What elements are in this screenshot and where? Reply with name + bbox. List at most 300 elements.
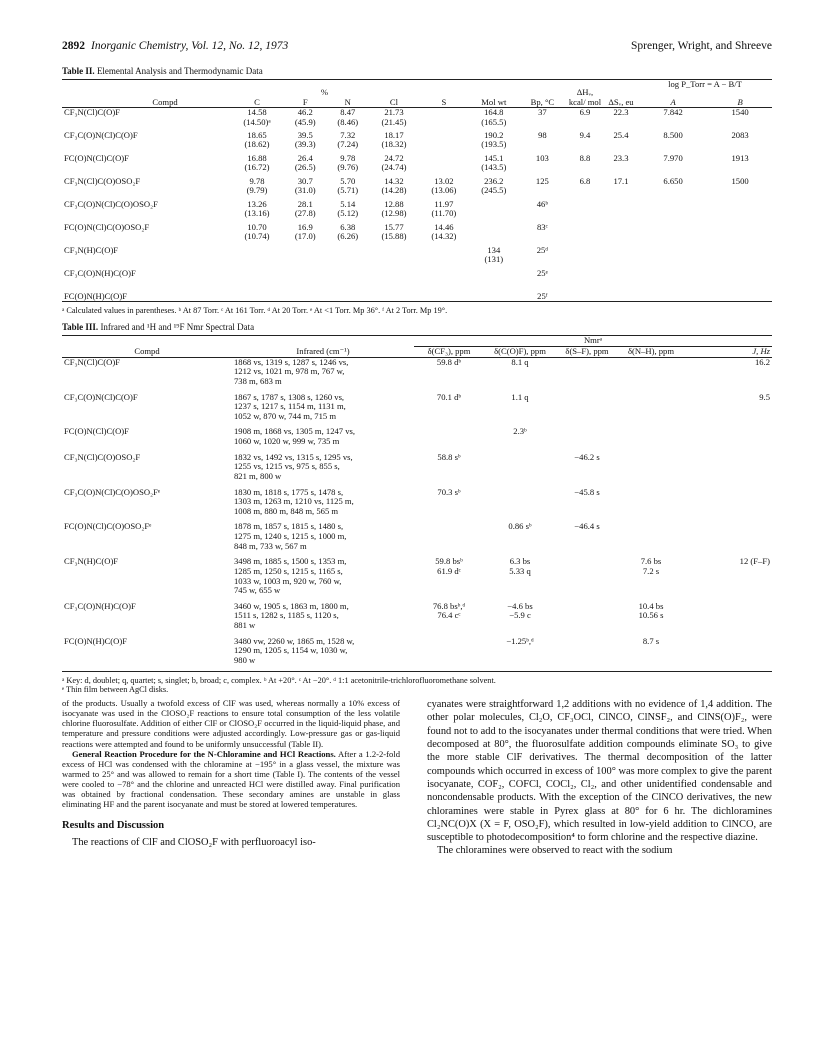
table3-value: 16.2: [754, 356, 770, 367]
table2-value: 13.26: [247, 198, 267, 209]
table2-value: 23.3: [613, 152, 629, 163]
table3-cell-ir: [232, 637, 414, 666]
table2-cell-a: [638, 154, 708, 177]
table3-cell-cof: [484, 557, 556, 596]
table2-caption: [62, 66, 772, 76]
table3-cell-cf3: [414, 427, 484, 446]
table2-cell-bp: [519, 223, 566, 246]
table3-cell-sf: [556, 393, 618, 422]
table2-cell-f: [284, 154, 327, 177]
table2-cell-b: [708, 131, 772, 154]
nmr-header: Nmrᵃ: [414, 336, 772, 347]
left-column: [62, 698, 400, 858]
table2-cell-ds: [604, 108, 638, 131]
j-header: J, Hz: [752, 346, 770, 356]
table2-cell-cl: [369, 269, 419, 292]
table2-cell-cl: [369, 108, 419, 131]
table2-cell-cl: [369, 292, 419, 302]
table2-calc-value: (26.5): [294, 162, 316, 173]
table3-cell-ir: [232, 602, 414, 631]
table2-cell-n: [327, 131, 370, 154]
table2-cell-mw: [469, 292, 519, 302]
table2-cell-compd: [62, 177, 230, 200]
table2-value: 22.3: [613, 107, 629, 118]
table2-calc-value: (245.5): [481, 185, 507, 196]
table2-cell-dh: [566, 177, 604, 200]
table3-value: 1060 w, 1020 w, 999 w, 735 m: [234, 436, 340, 446]
table3-value: 1908 m, 1868 vs, 1305 m, 1247 vs,: [234, 426, 356, 437]
table3-value: 2.3ᵇ: [513, 426, 527, 437]
left-paragraph-2: [62, 749, 400, 810]
table3-value: 1511 s, 1282 s, 1185 s, 1120 s,: [234, 610, 339, 621]
table3-value: 848 m, 733 w, 567 m: [234, 540, 307, 551]
table2-row: [62, 108, 772, 131]
header-authors: Sprenger, Wright, and Shreeve: [631, 40, 772, 52]
table2-calc-value: (24.74): [381, 162, 407, 173]
table2-cell-a: [638, 131, 708, 154]
table3-cell-j: [684, 393, 772, 422]
table2-cell-cl: [369, 223, 419, 246]
cof-header: δ(C(O)F), ppm: [494, 346, 546, 356]
table2-cell-a: [638, 292, 708, 302]
table2-cell-b: [708, 269, 772, 292]
table2-value: 14.46: [434, 221, 454, 232]
table2-cell-s: [419, 292, 469, 302]
table3-cell-cf3: [414, 488, 484, 517]
table2-cell-c: [230, 108, 284, 131]
table2-cell-mw: [469, 246, 519, 269]
journal-citation: Inorganic Chemistry, Vol. 12, No. 12, 1973: [91, 40, 289, 52]
table2-cell-c: [230, 200, 284, 223]
nh-header: δ(N–H), ppm: [627, 346, 675, 356]
table2-value: 39.5: [297, 129, 313, 140]
table3-cell-nh: [618, 557, 684, 596]
table3-value: 8.1 q: [511, 356, 529, 367]
table3-value: 6.3 bs: [509, 556, 531, 567]
ir-header: Infrared (cm⁻¹): [296, 346, 350, 356]
compd-header: Compd: [152, 96, 178, 107]
table2-cell-n: [327, 246, 370, 269]
table2-cell-s: [419, 246, 469, 269]
right-paragraph-2: The chloramines were observed to react with the sodium: [437, 845, 673, 857]
table2-cell-ds: [604, 269, 638, 292]
table2-cell-dh: [566, 292, 604, 302]
table2-value: FC(O)N(Cl)C(O)F: [64, 152, 129, 163]
table3-value: −46.2 s: [574, 451, 600, 462]
table3-cell-j: [684, 522, 772, 551]
table3-cell-ir: [232, 557, 414, 596]
table2-value: FC(O)N(H)C(O)F: [64, 290, 128, 301]
table3-cell-compd: FC(O)N(Cl)C(O)OSO₂Fᵉ: [64, 521, 152, 532]
table2-calc-value: (8.46): [337, 116, 359, 127]
table2-calc-value: (14.28): [381, 185, 407, 196]
table3-value: 61.9 dᶜ: [437, 565, 461, 576]
table2-cell-c: [230, 177, 284, 200]
table3-cell-compd: FC(O)N(Cl)C(O)F: [64, 426, 129, 437]
table2-calc-value: (16.72): [244, 162, 270, 173]
table2-cell-n: [327, 200, 370, 223]
table2-value: 30.7: [297, 175, 313, 186]
table3-value: 1008 m, 880 m, 848 m, 565 m: [234, 505, 339, 516]
table2-cell-compd: [62, 200, 230, 223]
table3-cell-nh: [618, 357, 684, 386]
table2-cell-b: [708, 154, 772, 177]
table2-cell-bp: [519, 246, 566, 269]
table2-cell-b: [708, 223, 772, 246]
table2-cell-ds: [604, 246, 638, 269]
table2-cell-ds: [604, 292, 638, 302]
table3-cell-j: [684, 637, 772, 666]
table2-cell-f: [284, 269, 327, 292]
table2-value: 18.65: [247, 129, 267, 140]
table3-value: 1237 s, 1217 s, 1154 m, 1131 m,: [234, 401, 346, 412]
table2-cell-c: [230, 292, 284, 302]
s-header: S: [441, 96, 447, 107]
t3-compd-header: Compd: [134, 346, 160, 356]
table3-footnote-2: ᵉ Thin film between AgCl disks.: [62, 685, 169, 694]
table3-value: 1275 m, 1240 s, 1215 s, 1000 m,: [234, 531, 347, 541]
table3-value: 70.1 dᵇ: [436, 391, 462, 402]
header-left: [62, 40, 288, 52]
table2-row: [62, 292, 772, 302]
logp-header: log P_Torr = A − B/T: [668, 79, 742, 89]
table2-value: 14.58: [247, 107, 267, 118]
table2-cell-f: [284, 108, 327, 131]
table2-cell-mw: [469, 223, 519, 246]
table3-cell-nh: [618, 393, 684, 422]
table3-cell-sf: [556, 602, 618, 631]
table2-cell-mw: [469, 131, 519, 154]
table3-cell-nh: [618, 453, 684, 482]
table2-cell-n: [327, 269, 370, 292]
dh-header: ΔHᵥ, kcal/ mol: [568, 87, 602, 107]
table3-value: 3480 vw, 2260 w, 1865 m, 1528 w,: [234, 635, 355, 646]
table3-cell-compd: CF₃N(Cl)C(O)OSO₂F: [64, 451, 141, 462]
table3-cell-cof: [484, 637, 556, 666]
table3-value: 3498 m, 1885 s, 1500 s, 1353 m,: [234, 556, 347, 567]
table3-value: 10.56 s: [638, 610, 664, 621]
table2: [62, 79, 772, 302]
table2-calc-value: (18.62): [244, 139, 270, 150]
n-header: N: [344, 96, 351, 107]
table2-value: 6.8: [579, 175, 591, 186]
table3-cell-ir: [232, 427, 414, 446]
table2-value: 12.88: [384, 198, 404, 209]
table2-value: 9.4: [579, 129, 591, 140]
table3-cell-cf3: [414, 357, 484, 386]
table3-value: 1212 vs, 1021 m, 978 m, 767 w,: [234, 366, 345, 377]
table3-cell-j: [684, 602, 772, 631]
table3-value: 7.6 bs: [640, 556, 662, 567]
table2-calc-value: (15.88): [381, 231, 407, 242]
table2-row: [62, 131, 772, 154]
table2-value: 83ᶜ: [536, 221, 548, 232]
table2-cell-b: [708, 200, 772, 223]
table3-value: −4.6 bs: [507, 600, 533, 611]
table3-cell-cof: [484, 427, 556, 446]
table3-cell-cof: [484, 602, 556, 631]
f-header: F: [302, 96, 308, 107]
cl-header: Cl: [389, 96, 399, 107]
procedure-heading: General Reaction Procedure for the N-Chloramine and HCl Reactions.: [72, 748, 336, 759]
table3-value: 10.4 bs: [638, 600, 664, 611]
table2-cell-dh: [566, 154, 604, 177]
table2-cell-compd: [62, 269, 230, 292]
table2-cell-dh: [566, 246, 604, 269]
table3-cell-sf: [556, 427, 618, 446]
table2-calc-value: (18.32): [381, 139, 407, 150]
table3-value: 76.8 bsᵇ,ᵈ: [432, 600, 466, 611]
table2-value: 46ᵇ: [536, 198, 548, 209]
table2-cell-a: [638, 269, 708, 292]
c-header: C: [254, 96, 260, 107]
table2-value: 5.70: [340, 175, 356, 186]
table2-cell-ds: [604, 223, 638, 246]
table3-cell-nh: [618, 427, 684, 446]
table2-cell-compd: [62, 131, 230, 154]
table3-cell-cof: [484, 488, 556, 517]
table2-cell-dh: [566, 200, 604, 223]
table3-row: [62, 637, 772, 666]
table2-calc-value: (143.5): [481, 162, 507, 173]
table2-calc-value: (131): [484, 254, 504, 265]
table3-value: 76.4 cᶜ: [437, 610, 461, 621]
table2-value: 6.38: [340, 221, 356, 232]
table2-row: [62, 154, 772, 177]
table3-value: 1255 vs, 1215 vs, 975 s, 855 s,: [234, 461, 340, 472]
table2-row: [62, 269, 772, 292]
table3-value: 980 w: [234, 654, 256, 665]
table3-value: 881 w: [234, 620, 256, 630]
table2-calc-value: (5.71): [337, 185, 359, 196]
table3-cell-sf: [556, 453, 618, 482]
table2-cell-f: [284, 223, 327, 246]
procedure-text: After a 1.2-2-fold excess of HCl was condensed with the chloramine at −195° in a glass vessel, the mixture was warmed to 25° and was allowed to remain for a short time (Table I). The contents of the vessel were cooled to −78° and the chlorine and unreacted HCl were distilled away. Final purification was obtained by fractional condensation. These secondary amines are unstable in glass eliminating HF and the parent isocyanate and must be stored at lowered temperatures.: [62, 748, 400, 810]
table2-cell-f: [284, 200, 327, 223]
table2-cell-c: [230, 246, 284, 269]
table2-value: CF₃N(Cl)C(O)F: [64, 107, 120, 118]
table3-value: 58.8 sᵇ: [437, 451, 461, 462]
table2-cell-bp: [519, 154, 566, 177]
table2-cell-b: [708, 292, 772, 302]
table3-cell-j: [684, 557, 772, 596]
table2-cell-mw: [469, 269, 519, 292]
table2-cell-s: [419, 177, 469, 200]
table2-calc-value: (27.8): [294, 208, 316, 219]
table2-value: 6.9: [579, 107, 591, 118]
table2-footnote: ᵃ Calculated values in parentheses. ᵇ At 87 Torr. ᶜ At 161 Torr. ᵈ At 20 Torr. ᵉ At <1 Torr. Mp 36°. ᶠ At 2 Torr. Mp 19°.: [62, 306, 448, 316]
body-columns: [62, 698, 772, 858]
table2-calc-value: (17.0): [294, 231, 316, 242]
table2-value: 8.500: [663, 129, 683, 140]
table2-calc-value: (9.76): [337, 162, 359, 173]
table3-value: 1303 m, 1263 m, 1210 vs, 1125 m,: [234, 496, 354, 507]
table3-cell-cof: [484, 522, 556, 551]
table3-title: Infrared and ¹H and ¹⁹F Nmr Spectral Data: [100, 322, 255, 333]
table3-cell-j: [684, 453, 772, 482]
table2-calc-value: (21.45): [381, 116, 407, 127]
table2-cell-cl: [369, 177, 419, 200]
table3-value: 59.8 bsᵇ: [435, 556, 463, 567]
table2-cell-s: [419, 223, 469, 246]
table3-cell-cf3: [414, 522, 484, 551]
table2-cell-dh: [566, 108, 604, 131]
table3-row: [62, 488, 772, 517]
table3-cell-cf3: [414, 557, 484, 596]
table2-row: [62, 200, 772, 223]
table3-value: 1052 w, 870 w, 744 m, 715 m: [234, 410, 337, 421]
table2-value: 7.842: [663, 107, 683, 118]
table2-cell-c: [230, 131, 284, 154]
table2-value: CF₃N(Cl)C(O)OSO₂F: [64, 175, 141, 186]
table2-value: 25ᵉ: [536, 267, 548, 278]
table2-value: 164.8: [484, 107, 504, 118]
table2-cell-compd: [62, 246, 230, 269]
table2-cell-c: [230, 269, 284, 292]
table3-cell-cf3: [414, 602, 484, 631]
table2-value: 25.4: [613, 129, 629, 140]
table3-value: 1830 m, 1818 s, 1775 s, 1478 s,: [234, 486, 344, 497]
table3-footnote: [62, 676, 772, 694]
table2-cell-f: [284, 292, 327, 302]
table2-cell-n: [327, 223, 370, 246]
bp-header: Bp, °C: [530, 96, 555, 107]
table2-cell-n: [327, 292, 370, 302]
table3-footnote-1: ᵃ Key: d, doublet; q, quartet; s, singlet; b, broad; c, complex. ᵇ At +20°. ᶜ At −20°. ᵈ 1:1 acetonitrile-trichlorofluoromethane solvent.: [62, 676, 496, 685]
table3-value: 0.86 sᵇ: [508, 521, 532, 532]
table2-calc-value: (7.24): [337, 139, 359, 150]
table2-value: 5.14: [340, 198, 356, 209]
table3-value: 1.1 q: [511, 391, 529, 402]
cf3-header: δ(CF₃), ppm: [427, 346, 471, 356]
table2-cell-n: [327, 177, 370, 200]
table2-cell-cl: [369, 131, 419, 154]
table3-cell-sf: [556, 357, 618, 386]
table2-calc-value: (5.12): [337, 208, 359, 219]
table3-cell-cf3: [414, 453, 484, 482]
page-number: 2892: [62, 40, 85, 52]
section-title: Results and Discussion: [62, 819, 165, 831]
table3-caption: [62, 322, 772, 332]
table2-value: 26.4: [297, 152, 313, 163]
table3-cell-cf3: [414, 393, 484, 422]
table2-cell-compd: [62, 223, 230, 246]
table2-value: 134: [487, 244, 501, 255]
table3-cell-nh: [618, 522, 684, 551]
table2-label: Table II.: [62, 66, 95, 76]
table2-cell-ds: [604, 177, 638, 200]
table3-value: 70.3 sᵇ: [437, 486, 461, 497]
table3-cell-j: [684, 488, 772, 517]
table2-value: CF₃N(H)C(O)F: [64, 244, 119, 255]
table2-value: 7.32: [340, 129, 356, 140]
table2-calc-value: (14.32): [431, 231, 457, 242]
table2-row: [62, 223, 772, 246]
table3-value: 9.5: [759, 391, 770, 402]
right-paragraph-1: cyanates were straightforward 1,2 additions with no evidence of 1,4 addition. The other polar molecules, Cl₂O, CF₃OCl, ClNCO, ClNSF₂, and ClNS(O)F₂, were found not to add to the isocyanates under thermal conditions that were tried. When decomposed at 80°, the fluorosulfate addition compounds eliminate SO₃ to give the more stable ClF derivatives. The thermal decomposition of the latter compounds which occurred in excess of 100° was more complex to give the parent isocyanate, COF₂, COFCl, COCl₂, Cl₂, and other unidentified condensable and noncondensable products. With the exception of the ClNCO derivatives, the new chloramines were stable in Pyrex glass at 80° for 6 hr. The dichloramines Cl₂NC(O)X (X = F, OSO₂F), which resulted in low-yield addition to ClNCO, are susceptible to photodecomposition⁴ to form chlorine and the respective diazine.: [427, 699, 772, 844]
table3-row: [62, 393, 772, 422]
table3-value: 1285 m, 1250 s, 1215 s, 1165 s,: [234, 565, 343, 576]
table3-value: 3460 w, 1905 s, 1863 m, 1800 m,: [234, 600, 349, 611]
table2-calc-value: (13.06): [431, 185, 457, 196]
table2-value: 236.2: [484, 175, 504, 186]
table3: [62, 335, 772, 672]
table2-cell-n: [327, 154, 370, 177]
table3-value: −45.8 s: [574, 486, 600, 497]
table3-value: 1832 vs, 1492 vs, 1315 s, 1295 vs,: [234, 451, 353, 462]
table2-calc-value: (9.79): [246, 185, 268, 196]
table2-value: 2083: [731, 129, 749, 140]
table3-cell-cf3: [414, 637, 484, 666]
table2-cell-dh: [566, 223, 604, 246]
table2-value: 16.88: [247, 152, 267, 163]
table2-cell-bp: [519, 200, 566, 223]
table2-cell-ds: [604, 154, 638, 177]
table2-cell-mw: [469, 108, 519, 131]
table2-cell-ds: [604, 131, 638, 154]
left-paragraph-3: The reactions of ClF and ClOSO₂F with perfluoroacyl iso-: [72, 836, 316, 848]
table2-value: 24.72: [384, 152, 404, 163]
table2-value: 37: [538, 107, 547, 118]
table3-value: −5.9 c: [509, 610, 531, 621]
table2-value: 98: [538, 129, 547, 140]
table2-cell-compd: [62, 154, 230, 177]
table2-calc-value: (165.5): [481, 116, 507, 127]
table2-cell-a: [638, 177, 708, 200]
table3-cell-sf: [556, 557, 618, 596]
table3-cell-compd: CF₃N(Cl)C(O)F: [64, 356, 120, 367]
table3-cell-compd: CF₃C(O)N(Cl)C(O)F: [64, 391, 138, 402]
table2-cell-b: [708, 108, 772, 131]
table2-value: 10.70: [247, 221, 267, 232]
table2-value: 1913: [731, 152, 749, 163]
table3-value: 1033 w, 1003 m, 920 w, 760 w,: [234, 575, 342, 586]
table2-row: [62, 177, 772, 200]
table3-value: 12 (F–F): [739, 556, 770, 567]
table2-cell-f: [284, 177, 327, 200]
table2-value: 190.2: [484, 129, 504, 140]
table3-value: 821 m, 800 w: [234, 470, 282, 481]
table3-row: [62, 557, 772, 596]
table3-row: [62, 357, 772, 386]
table2-value: 9.78: [340, 152, 356, 163]
table3-cell-sf: [556, 522, 618, 551]
table2-calc-value: (10.74): [244, 231, 270, 242]
table2-cell-compd: [62, 108, 230, 131]
table3-row-spacer: [62, 666, 772, 672]
table3-label: Table III.: [62, 322, 99, 333]
table2-cell-c: [230, 223, 284, 246]
table2-value: 18.17: [384, 129, 404, 140]
table2-value: 11.97: [434, 198, 454, 209]
table2-cell-a: [638, 223, 708, 246]
table3-cell-j: [684, 427, 772, 446]
table2-value: 46.2: [297, 107, 313, 118]
table2-value: 125: [535, 175, 549, 186]
table2-value: 8.47: [340, 107, 356, 118]
table2-value: 1500: [731, 175, 749, 186]
table3-row: [62, 453, 772, 482]
table2-value: 145.1: [484, 152, 504, 163]
ds-header: ΔSᵥ, eu: [608, 96, 634, 107]
table3-value: 59.8 dᵇ: [436, 356, 462, 367]
table2-cell-f: [284, 131, 327, 154]
table2-calc-value: (45.9): [294, 116, 316, 127]
table3-value: −46.4 s: [574, 521, 600, 532]
left-paragraph-1: of the products. Usually a twofold excess of ClF was used, whereas normally a 10% excess of isocyanate was used in the ClOSO₂F reactions to ensure total consumption of the less volatile chlorine fluorosulfate. Addition of either ClF or ClOSO₂F occurred in the liquid-liquid phase, and temperature and pressure conditions were adjusted accordingly. Low-pressure gas or gas-liquid reactions were attempted and found to be uniformly unsuccessful (Table II).: [62, 698, 400, 749]
table2-value: CF₃C(O)N(H)C(O)F: [64, 267, 136, 278]
table2-cell-f: [284, 246, 327, 269]
